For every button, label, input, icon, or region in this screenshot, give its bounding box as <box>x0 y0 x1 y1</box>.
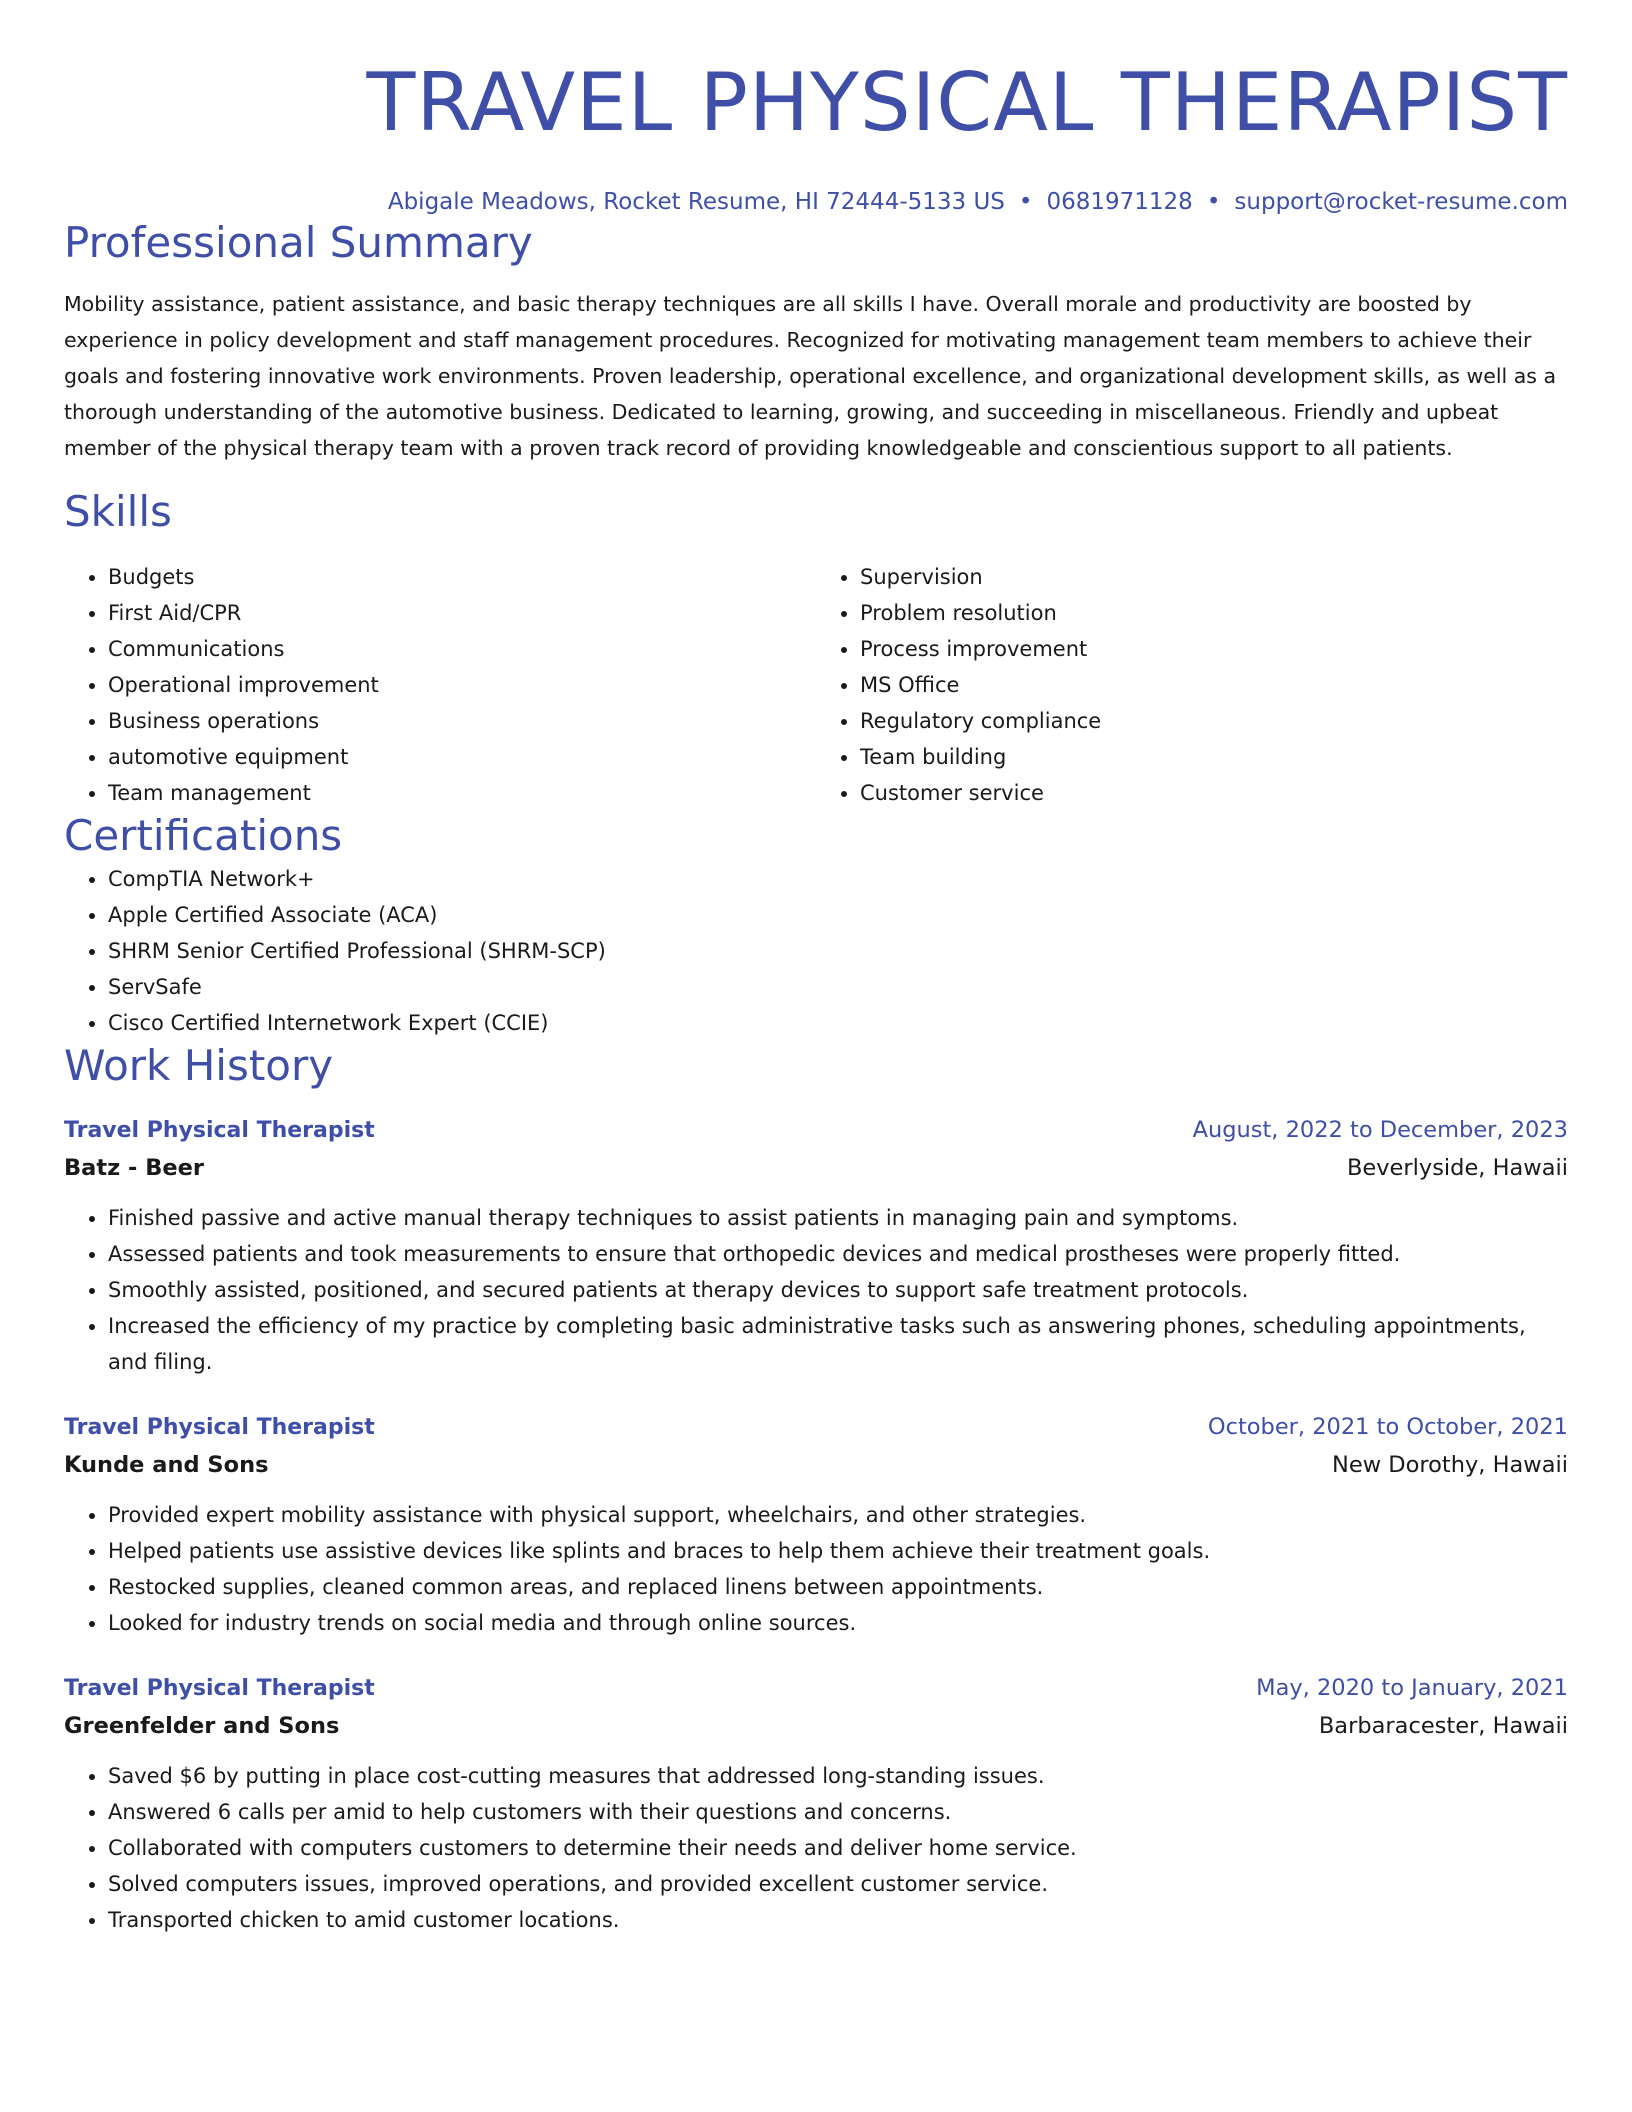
skill-item: • Customer service <box>860 775 1568 811</box>
job-location: Barbaracester, Hawaii <box>1318 1712 1568 1739</box>
contact-phone: 0681971128 <box>1046 189 1193 215</box>
job-dates: August, 2022 to December, 2023 <box>1192 1116 1568 1143</box>
job-company-row <box>64 1706 1568 1746</box>
skill-item: • First Aid/CPR <box>108 595 816 631</box>
job-duty-item: • Helped patients use assistive devices like splints and braces to help them achieve their treatment goals. <box>108 1533 1568 1569</box>
job-location: Beverlyside, Hawaii <box>1346 1154 1568 1181</box>
certifications-list <box>64 861 1568 1041</box>
skill-item: • automotive equipment <box>108 739 816 775</box>
skill-item: • Communications <box>108 631 816 667</box>
job-title: Travel Physical Therapist <box>64 1675 375 1701</box>
skill-item: • Operational improvement <box>108 667 816 703</box>
skill-item: • Budgets <box>108 559 816 595</box>
job-duty-item: • Increased the efficiency of my practice by completing basic administrative tasks such as answering phones, scheduling appointments, and filing. <box>108 1308 1568 1380</box>
job-duty-item: • Solved computers issues, improved operations, and provided excellent customer service. <box>108 1866 1568 1902</box>
skill-item: • Business operations <box>108 703 816 739</box>
skill-item: • Problem resolution <box>860 595 1568 631</box>
section-heading-certifications: Certifications <box>64 810 343 860</box>
certification-item: • ServSafe <box>108 969 1568 1005</box>
contact-email: support@rocket-resume.com <box>1234 189 1568 215</box>
resume-title: TRAVEL PHYSICAL THERAPIST <box>366 56 1568 149</box>
certification-item: • SHRM Senior Certified Professional (SHRM-SCP) <box>108 933 1568 969</box>
summary-text: Mobility assistance, patient assistance, and basic therapy techniques are all skills I have. Overall morale and productivity are boosted by experience in policy development and staff management procedures. Recognized for motivating management team members to achieve their goals and fostering innovative work environments. Proven leadership, operational excellence, and organizational development skills, as well as a thorough understanding of the automotive business. Dedicated to learning, growing, and succeeding in miscellaneous. Friendly and upbeat member of the physical therapy team with a proven track record of providing knowledgeable and conscientious support to all patients. <box>64 292 1557 460</box>
job-location: New Dorothy, Hawaii <box>1332 1451 1568 1478</box>
job-duties-list <box>64 1758 1568 1938</box>
skill-item: • MS Office <box>860 667 1568 703</box>
job-duty-item: • Provided expert mobility assistance with physical support, wheelchairs, and other strategies. <box>108 1497 1568 1533</box>
job-dates: May, 2020 to January, 2021 <box>1256 1674 1568 1701</box>
job-header-row <box>64 1410 1568 1445</box>
section-heading-summary: Professional Summary <box>64 218 533 267</box>
skills-columns <box>64 559 1568 811</box>
job-company: Greenfelder and Sons <box>64 1712 340 1739</box>
job-duty-item: • Answered 6 calls per amid to help customers with their questions and concerns. <box>108 1794 1568 1830</box>
skill-item: • Regulatory compliance <box>860 703 1568 739</box>
job-title: Travel Physical Therapist <box>64 1117 375 1143</box>
job-duty-item: • Transported chicken to amid customer locations. <box>108 1902 1568 1938</box>
skill-item: • Supervision <box>860 559 1568 595</box>
job-duties-list <box>64 1200 1568 1380</box>
job-duty-item: • Smoothly assisted, positioned, and secured patients at therapy devices to support safe treatment protocols. <box>108 1272 1568 1308</box>
job-company-row <box>64 1445 1568 1485</box>
skills-list-left <box>64 559 816 811</box>
job-duty-item: • Looked for industry trends on social media and through online sources. <box>108 1605 1568 1641</box>
job-entry <box>64 1113 1568 1380</box>
skill-item: • Process improvement <box>860 631 1568 667</box>
section-heading-work-history: Work History <box>64 1040 334 1090</box>
contact-address: Abigale Meadows, Rocket Resume, HI 72444-5133 US <box>387 189 1005 215</box>
job-title: Travel Physical Therapist <box>64 1414 375 1440</box>
job-entry <box>64 1671 1568 1938</box>
job-company-row <box>64 1148 1568 1188</box>
contact-separator: • <box>1018 189 1033 215</box>
job-duty-item: • Finished passive and active manual therapy techniques to assist patients in managing pain and symptoms. <box>108 1200 1568 1236</box>
certification-item: • Cisco Certified Internetwork Expert (CCIE) <box>108 1005 1568 1041</box>
job-entry <box>64 1410 1568 1641</box>
section-heading-skills: Skills <box>64 486 172 536</box>
resume-page <box>64 0 1568 1938</box>
job-company: Batz - Beer <box>64 1154 204 1181</box>
certification-item: • Apple Certified Associate (ACA) <box>108 897 1568 933</box>
job-header-row <box>64 1671 1568 1706</box>
job-dates: October, 2021 to October, 2021 <box>1207 1413 1568 1440</box>
job-duties-list <box>64 1497 1568 1641</box>
job-header-row <box>64 1113 1568 1148</box>
skill-item: • Team management <box>108 775 816 811</box>
job-duty-item: • Collaborated with computers customers to determine their needs and deliver home service. <box>108 1830 1568 1866</box>
job-duty-item: • Saved $6 by putting in place cost-cutting measures that addressed long-standing issues. <box>108 1758 1568 1794</box>
skills-list-right <box>816 559 1568 811</box>
certification-item: • CompTIA Network+ <box>108 861 1568 897</box>
job-duty-item: • Restocked supplies, cleaned common areas, and replaced linens between appointments. <box>108 1569 1568 1605</box>
job-company: Kunde and Sons <box>64 1451 269 1478</box>
contact-separator: • <box>1206 189 1221 215</box>
skill-item: • Team building <box>860 739 1568 775</box>
contact-line <box>64 186 1568 218</box>
job-duty-item: • Assessed patients and took measurements to ensure that orthopedic devices and medical prostheses were properly fitted. <box>108 1236 1568 1272</box>
